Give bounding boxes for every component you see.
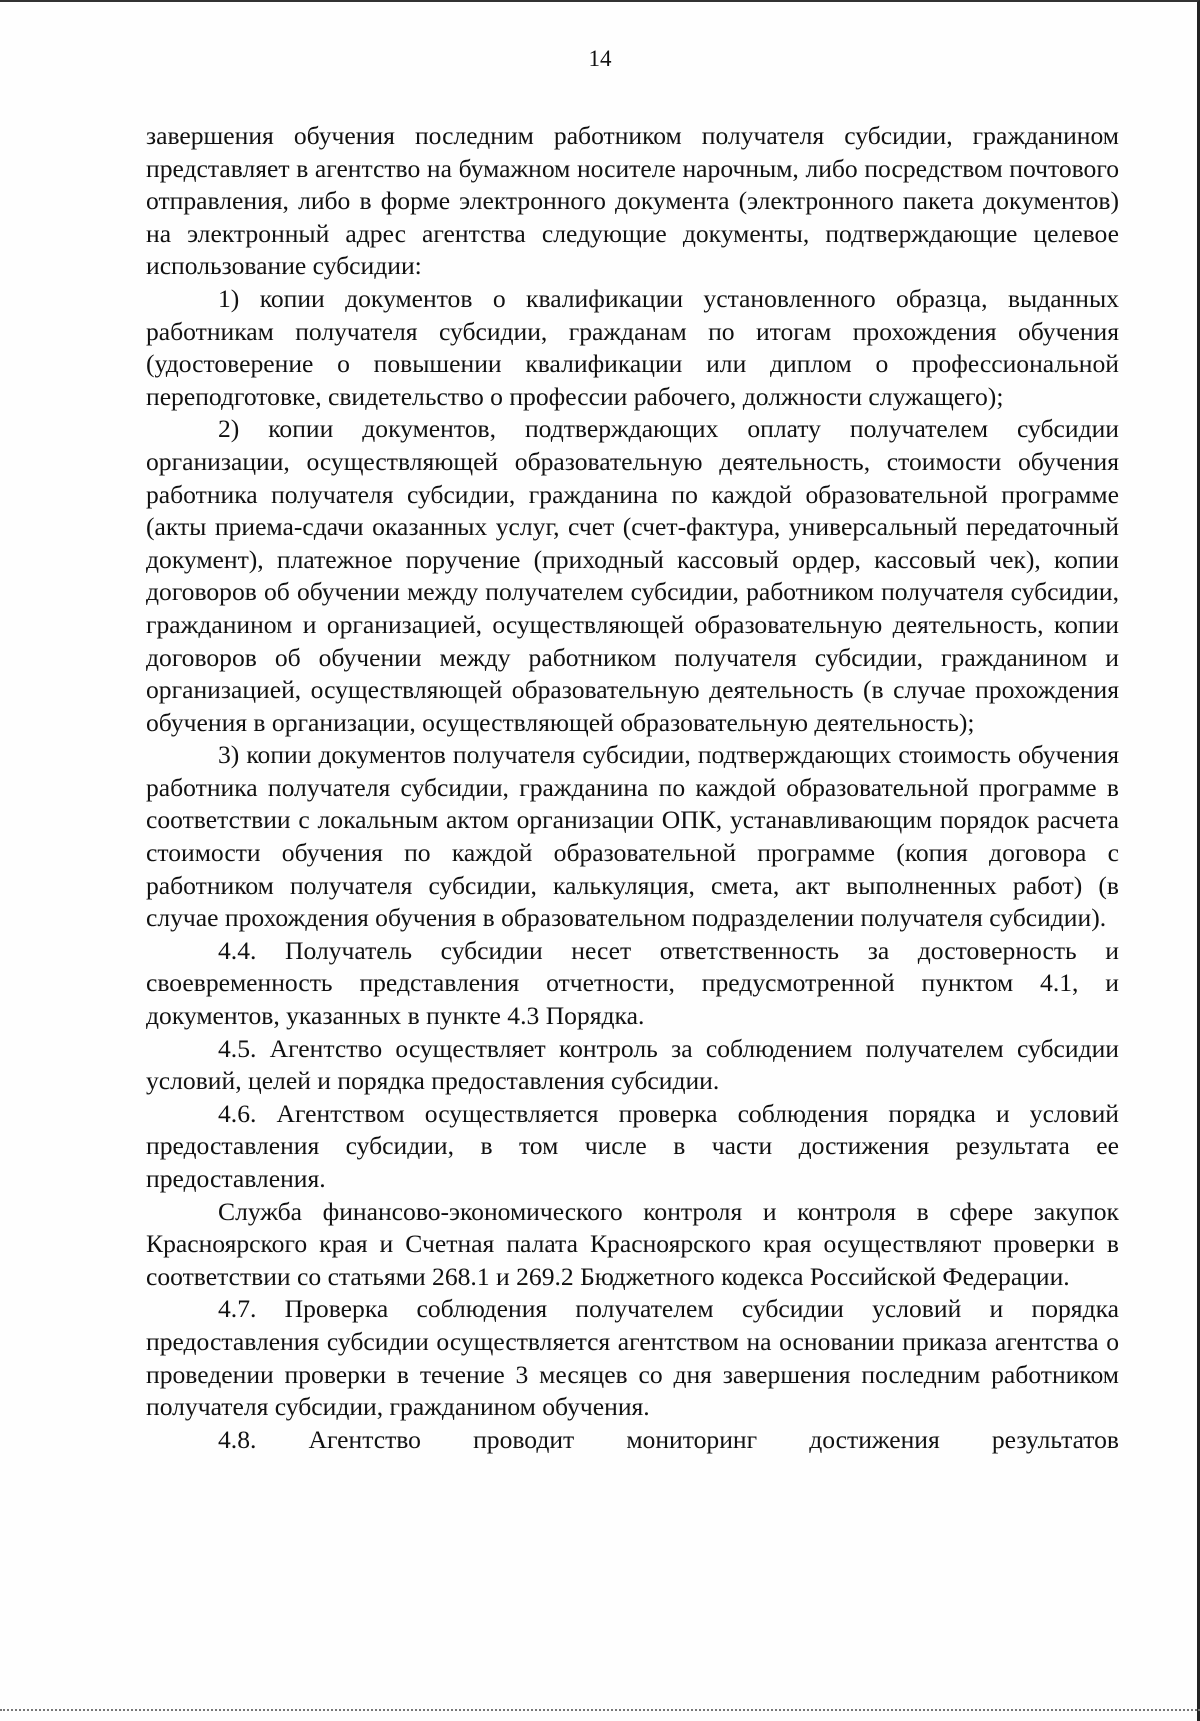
paragraph-4-8: 4.8. Агентство проводит мониторинг достижения результатов [218, 1424, 1119, 1454]
paragraph-item-2: 2) копии документов, подтверждающих оплату получателем субсидии организации, осуществляющей образовательную деятельность, стоимости обучения работника получателя субсидии, гражданина по каждой образовательной программе (акты приема-сдачи оказанных услуг, счет (счет-фактура, универсальный передаточный документ), платежное поручение (приходный кассовый ордер, кассовый чек), копии договоров об обучении между получателем субсидии, работником получателя субсидии, гражданином и организацией, осуществляющей образовательную деятельность, копии договоров об обучении между работником получателя субсидии, гражданином и организацией, осуществляющей образовательную деятельность (в случае прохождения обучения в организации, осуществляющей образовательную деятельность); [146, 414, 1119, 737]
paragraph-4-6: 4.6. Агентством осуществляется проверка соблюдения порядка и условий предоставления субсидии, в том числе в части достижения результата ее предоставления. [146, 1098, 1119, 1193]
document-body [146, 120, 1119, 1456]
page-bottom-edge [0, 1709, 1200, 1711]
paragraph-continuation: завершения обучения последним работником получателя субсидии, гражданином представляет в агентство на бумажном носителе нарочным, либо посредством почтового отправления, либо в форме электронного документа (электронного пакета документов) на электронный адрес агентства следующие документы, подтверждающие целевое использование субсидии: [146, 121, 1119, 281]
paragraph-4-7: 4.7. Проверка соблюдения получателем субсидии условий и порядка предоставления субсидии осуществляется агентством на основании приказа агентства о проведении проверки в течение 3 месяцев со дня завершения последним работником получателя субсидии, гражданином обучения. [146, 1294, 1119, 1422]
paragraph-item-3: 3) копии документов получателя субсидии, подтверждающих стоимость обучения работника получателя субсидии, гражданина по каждой образовательной программе в соответствии с локальным актом организации ОПК, устанавливающим порядок расчета стоимости обучения по каждой образовательной программе (копия договора с работником получателя субсидии, калькуляция, смета, акт выполненных работ) (в случае прохождения обучения в образовательном подразделении получателя субсидии). [146, 740, 1119, 933]
paragraph-4-5: 4.5. Агентство осуществляет контроль за соблюдением получателем субсидии условий, целей и порядка предоставления субсидии. [146, 1033, 1119, 1096]
paragraph-control-service: Служба финансово-экономического контроля и контроля в сфере закупок Красноярского края и Счетная палата Красноярского края осуществляют проверки в соответствии со статьями 268.1 и 269.2 Бюджетного кодекса Российской Федерации. [146, 1196, 1119, 1291]
paragraph-item-1: 1) копии документов о квалификации установленного образца, выданных работникам получателя субсидии, гражданам по итогам прохождения обучения (удостоверение о повышении квалификации или диплом о профессиональной переподготовке, свидетельство о профессии рабочего, должности служащего); [146, 283, 1119, 411]
page-number: 14 [588, 46, 612, 71]
paragraph-4-4: 4.4. Получатель субсидии несет ответственность за достоверность и своевременность представления отчетности, предусмотренной пунктом 4.1, и документов, указанных в пункте 4.3 Порядка. [146, 935, 1119, 1031]
